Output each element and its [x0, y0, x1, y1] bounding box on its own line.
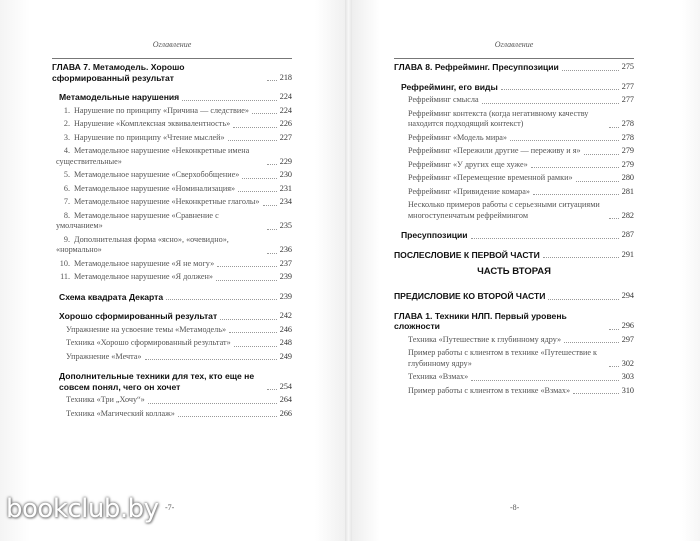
toc-entry	[52, 292, 292, 303]
entry-page-number: 248	[279, 338, 292, 347]
entry-title	[66, 352, 142, 363]
entry-title	[56, 235, 264, 256]
toc-entry	[394, 160, 634, 171]
entry-title	[408, 372, 468, 383]
entry-page-number: 297	[621, 334, 634, 344]
entry-text: Несколько примеров работы с серьезными ситуациями многоступенчатым рефреймингом	[408, 200, 600, 220]
dot-leader	[471, 380, 618, 381]
dot-leader	[471, 238, 619, 239]
entry-number: 11.	[60, 272, 70, 281]
entry-page-number: 236	[279, 245, 292, 254]
entry-title	[408, 348, 606, 369]
dot-leader	[531, 167, 619, 168]
table-of-contents	[394, 62, 634, 399]
entry-page-number: 224	[279, 105, 292, 115]
toc-entry	[52, 352, 292, 363]
running-header: Оглавление	[52, 40, 292, 59]
entry-number: 6.	[63, 183, 70, 193]
part-title: ЧАСТЬ ВТОРАЯ	[477, 266, 551, 277]
toc-part-two	[394, 291, 634, 396]
entry-text: Нарушение по принципу «Причина — следствие»	[74, 105, 249, 115]
entry-text: ГЛАВА 8. Рефрейминг. Пресуппозиции	[394, 62, 559, 72]
toc-entry	[394, 291, 634, 302]
entry-text: Техника «Путешествие к глубинному ядру»	[408, 334, 562, 344]
toc-entry	[52, 235, 292, 256]
entry-title	[401, 230, 468, 241]
entry-title	[394, 291, 545, 302]
entry-title	[408, 173, 573, 184]
entry-text: Пример работы с клиентом в технике «Взмах»	[408, 385, 571, 395]
entry-text: Метамодельное нарушение «Номинализация»	[74, 183, 236, 193]
entry-text: Схема квадрата Декарта	[59, 291, 164, 302]
dot-leader	[252, 113, 277, 114]
entry-title	[56, 272, 213, 283]
entry-page-number: 280	[621, 173, 634, 182]
dot-leader	[216, 280, 277, 281]
toc-entry	[52, 92, 292, 103]
dot-leader	[182, 100, 277, 101]
entry-page-number: 224	[279, 92, 292, 101]
entry-text: Нарушение «Комплексная эквивалентность»	[74, 119, 231, 128]
entry-title	[394, 250, 540, 261]
toc-entry	[52, 272, 292, 283]
entry-page-number: 229	[279, 156, 292, 166]
entry-number: 4.	[63, 146, 70, 155]
book-spine	[345, 0, 352, 541]
entry-text: Дополнительная форма «ясно», «очевидно», «нормально»	[56, 234, 229, 254]
entry-text: Рефрейминг «Пережили другие — переживу и я»	[408, 146, 581, 155]
entry-title	[56, 146, 264, 167]
entry-text: Метамодельное нарушение «Я не могу»	[74, 258, 215, 268]
entry-title	[408, 335, 561, 346]
dot-leader	[609, 218, 619, 219]
entry-text: Рефрейминг смысла	[408, 95, 479, 104]
entry-page-number: 237	[279, 258, 292, 268]
entry-title	[408, 187, 530, 198]
dot-leader	[217, 266, 277, 267]
entry-number: 8.	[63, 210, 70, 220]
entry-page-number: 275	[621, 62, 634, 71]
dot-leader	[242, 178, 276, 179]
dot-leader	[562, 70, 619, 71]
toc-entry	[52, 62, 292, 83]
entry-title	[56, 106, 249, 117]
toc-entry	[394, 386, 634, 397]
toc-entry	[394, 173, 634, 184]
dot-leader	[533, 194, 619, 195]
entry-page-number: 235	[279, 221, 292, 230]
entry-text: Дополнительные техники для тех, кто еще не совсем понял, чего он хочет	[59, 371, 255, 392]
entry-title	[394, 311, 606, 332]
entry-text: Пресуппозиции	[401, 230, 468, 240]
dot-leader	[267, 164, 277, 165]
toc-entry	[394, 335, 634, 346]
table-of-contents	[52, 62, 292, 422]
toc-entry	[52, 338, 292, 349]
entry-title	[56, 259, 214, 270]
toc-entry	[52, 409, 292, 420]
entry-title	[59, 92, 179, 103]
right-page	[352, 0, 700, 541]
entry-title	[56, 170, 239, 181]
dot-leader	[501, 89, 619, 90]
entry-page-number: 279	[621, 146, 634, 155]
dot-leader	[267, 229, 277, 230]
dot-leader	[267, 80, 277, 81]
entry-page-number: 278	[621, 132, 634, 142]
entry-text: Рефрейминг «У других еще хуже»	[408, 159, 528, 169]
entry-page-number: 294	[621, 291, 634, 300]
toc-entry	[394, 311, 634, 332]
entry-number: 9.	[63, 234, 70, 244]
entry-page-number: 249	[279, 351, 292, 361]
entry-text: Пример работы с клиентом в технике «Путешествие к глубинному ядру»	[408, 348, 598, 368]
entry-page-number: 230	[279, 170, 292, 179]
entry-page-number: 277	[621, 95, 634, 104]
entry-page-number: 218	[279, 72, 292, 82]
toc-entry	[394, 62, 634, 73]
toc-entry	[52, 133, 292, 144]
entry-page-number: 239	[279, 272, 292, 281]
toc-entry	[394, 109, 634, 130]
running-header: Оглавление	[394, 40, 634, 59]
toc-entry	[394, 200, 634, 221]
entry-page-number: 287	[621, 230, 634, 239]
entry-page-number: 242	[279, 311, 292, 320]
dot-leader	[584, 154, 619, 155]
page-number: -7-	[165, 503, 175, 512]
entry-text: Рефрейминг «Модель мира»	[408, 132, 508, 142]
dot-leader	[229, 332, 277, 333]
dot-leader	[267, 389, 277, 390]
toc-entry	[52, 325, 292, 336]
entry-page-number: 231	[279, 183, 292, 193]
toc-entry	[394, 250, 634, 261]
entry-page-number: 303	[621, 372, 634, 381]
dot-leader	[548, 299, 618, 300]
entry-title	[66, 338, 231, 349]
dot-leader	[238, 191, 277, 192]
dot-leader	[609, 329, 619, 330]
entry-text: Нарушение по принципу «Чтение мыслей»	[74, 132, 225, 142]
entry-text: Техника «Хорошо сформированный результат»	[66, 338, 231, 347]
entry-text: Рефрейминг «Привидение комара»	[408, 186, 530, 196]
entry-title	[394, 62, 559, 73]
dot-leader	[609, 127, 619, 128]
entry-text: Техника «Магический коллаж»	[66, 408, 175, 418]
entry-title	[56, 133, 225, 144]
dot-leader	[267, 253, 277, 254]
toc-entry	[394, 146, 634, 157]
entry-page-number: 246	[279, 324, 292, 334]
toc-entry	[394, 230, 634, 241]
entry-page-number: 302	[621, 358, 634, 368]
entry-title	[56, 184, 235, 195]
entry-text: ПОСЛЕСЛОВИЕ К ПЕРВОЙ ЧАСТИ	[394, 249, 540, 260]
dot-leader	[178, 416, 277, 417]
entry-title	[56, 197, 260, 208]
entry-title	[66, 325, 226, 336]
toc-entry	[52, 371, 292, 392]
left-page	[0, 0, 345, 541]
entry-text: Метамодельное нарушение «Сравнение с умолчанием»	[56, 210, 219, 230]
entry-title	[59, 292, 163, 303]
entry-text: Упражнение на усвоение темы «Метамодель»	[66, 324, 227, 334]
dot-leader	[564, 342, 619, 343]
entry-title	[408, 200, 606, 221]
toc-entry	[52, 311, 292, 322]
entry-title	[59, 311, 217, 322]
dot-leader	[263, 205, 277, 206]
entry-text: ГЛАВА 7. Метамодель. Хорошо сформированный результат	[52, 62, 185, 83]
toc-entry	[52, 184, 292, 195]
entry-title	[56, 119, 230, 130]
dot-leader	[233, 127, 277, 128]
dot-leader	[609, 366, 619, 367]
entry-text: Метамодельное нарушение «Неконкретные имена существительные»	[56, 146, 250, 166]
entry-title	[401, 82, 498, 93]
entry-page-number: 264	[279, 395, 292, 404]
toc-entry	[52, 146, 292, 167]
toc-part-one	[394, 62, 634, 260]
toc-entry	[394, 348, 634, 369]
toc-entry	[52, 259, 292, 270]
dot-leader	[482, 103, 619, 104]
entry-text: Метамодельные нарушения	[59, 92, 180, 102]
entry-title	[59, 371, 264, 392]
dot-leader	[220, 319, 277, 320]
entry-title	[52, 62, 264, 83]
entry-page-number: 227	[279, 132, 292, 142]
dot-leader	[228, 140, 277, 141]
toc-entry	[52, 170, 292, 181]
toc-entry	[394, 187, 634, 198]
entry-title	[56, 211, 264, 232]
dot-leader	[576, 181, 619, 182]
entry-text: ПРЕДИСЛОВИЕ КО ВТОРОЙ ЧАСТИ	[394, 291, 546, 301]
entry-page-number: 281	[621, 186, 634, 196]
entry-title	[408, 133, 507, 144]
entry-number: 2.	[63, 119, 70, 128]
dot-leader	[573, 393, 619, 394]
page-number: -8-	[510, 503, 520, 512]
entry-page-number: 266	[279, 408, 292, 418]
entry-text: Рефрейминг «Перемещение временной рамки»	[408, 173, 573, 182]
entry-title	[408, 160, 528, 171]
entry-number: 1.	[63, 105, 70, 115]
entry-page-number: 277	[621, 81, 634, 91]
entry-page-number: 239	[279, 291, 292, 301]
watermark-logo: bookclub.by	[6, 494, 159, 524]
toc-entry	[394, 95, 634, 106]
entry-page-number: 296	[621, 321, 634, 330]
entry-page-number: 254	[279, 381, 292, 391]
entry-text: Упражнение «Мечта»	[66, 351, 142, 361]
entry-text: Метамодельное нарушение «Неконкретные глаголы»	[74, 197, 260, 206]
entry-text: Рефрейминг, его виды	[401, 81, 498, 92]
entry-number: 5.	[63, 170, 70, 179]
toc-entry	[394, 372, 634, 383]
toc-entry	[52, 211, 292, 232]
dot-leader	[148, 403, 277, 404]
entry-page-number: 291	[621, 249, 634, 259]
entry-text: Хорошо сформированный результат	[59, 311, 218, 321]
entry-page-number: 279	[621, 159, 634, 169]
entry-page-number: 310	[621, 385, 634, 395]
dot-leader	[234, 346, 277, 347]
entry-number: 7.	[63, 197, 70, 206]
entry-page-number: 226	[279, 119, 292, 128]
entry-page-number: 278	[621, 119, 634, 128]
entry-title	[408, 386, 570, 397]
entry-page-number: 234	[279, 197, 292, 206]
entry-title	[408, 146, 581, 157]
toc-entry	[52, 119, 292, 130]
dot-leader	[510, 140, 619, 141]
entry-page-number: 282	[621, 210, 634, 220]
toc-entry	[52, 197, 292, 208]
entry-number: 10.	[59, 258, 70, 268]
dot-leader	[145, 359, 277, 360]
entry-title	[66, 409, 175, 420]
dot-leader	[543, 257, 619, 258]
entry-text: Рефрейминг контекста (когда негативному качеству находится подходящий контекст)	[408, 108, 589, 128]
toc-entry	[394, 133, 634, 144]
toc-entry	[52, 106, 292, 117]
entry-number: 3.	[63, 132, 70, 142]
entry-text: Техника «Взмах»	[408, 372, 469, 381]
entry-title	[66, 395, 145, 406]
toc-entry	[52, 395, 292, 406]
entry-title	[408, 109, 606, 130]
toc-entry	[394, 82, 634, 93]
entry-title	[408, 95, 479, 106]
entry-text: Метамодельное нарушение «Сверхобобщение»	[74, 170, 240, 179]
entry-text: ГЛАВА 1. Техники НЛП. Первый уровень сложности	[394, 310, 567, 331]
dot-leader	[166, 299, 277, 300]
entry-text: Метамодельное нарушение «Я должен»	[74, 272, 214, 281]
entry-text: Техника «Три „Хочу“»	[66, 395, 145, 404]
